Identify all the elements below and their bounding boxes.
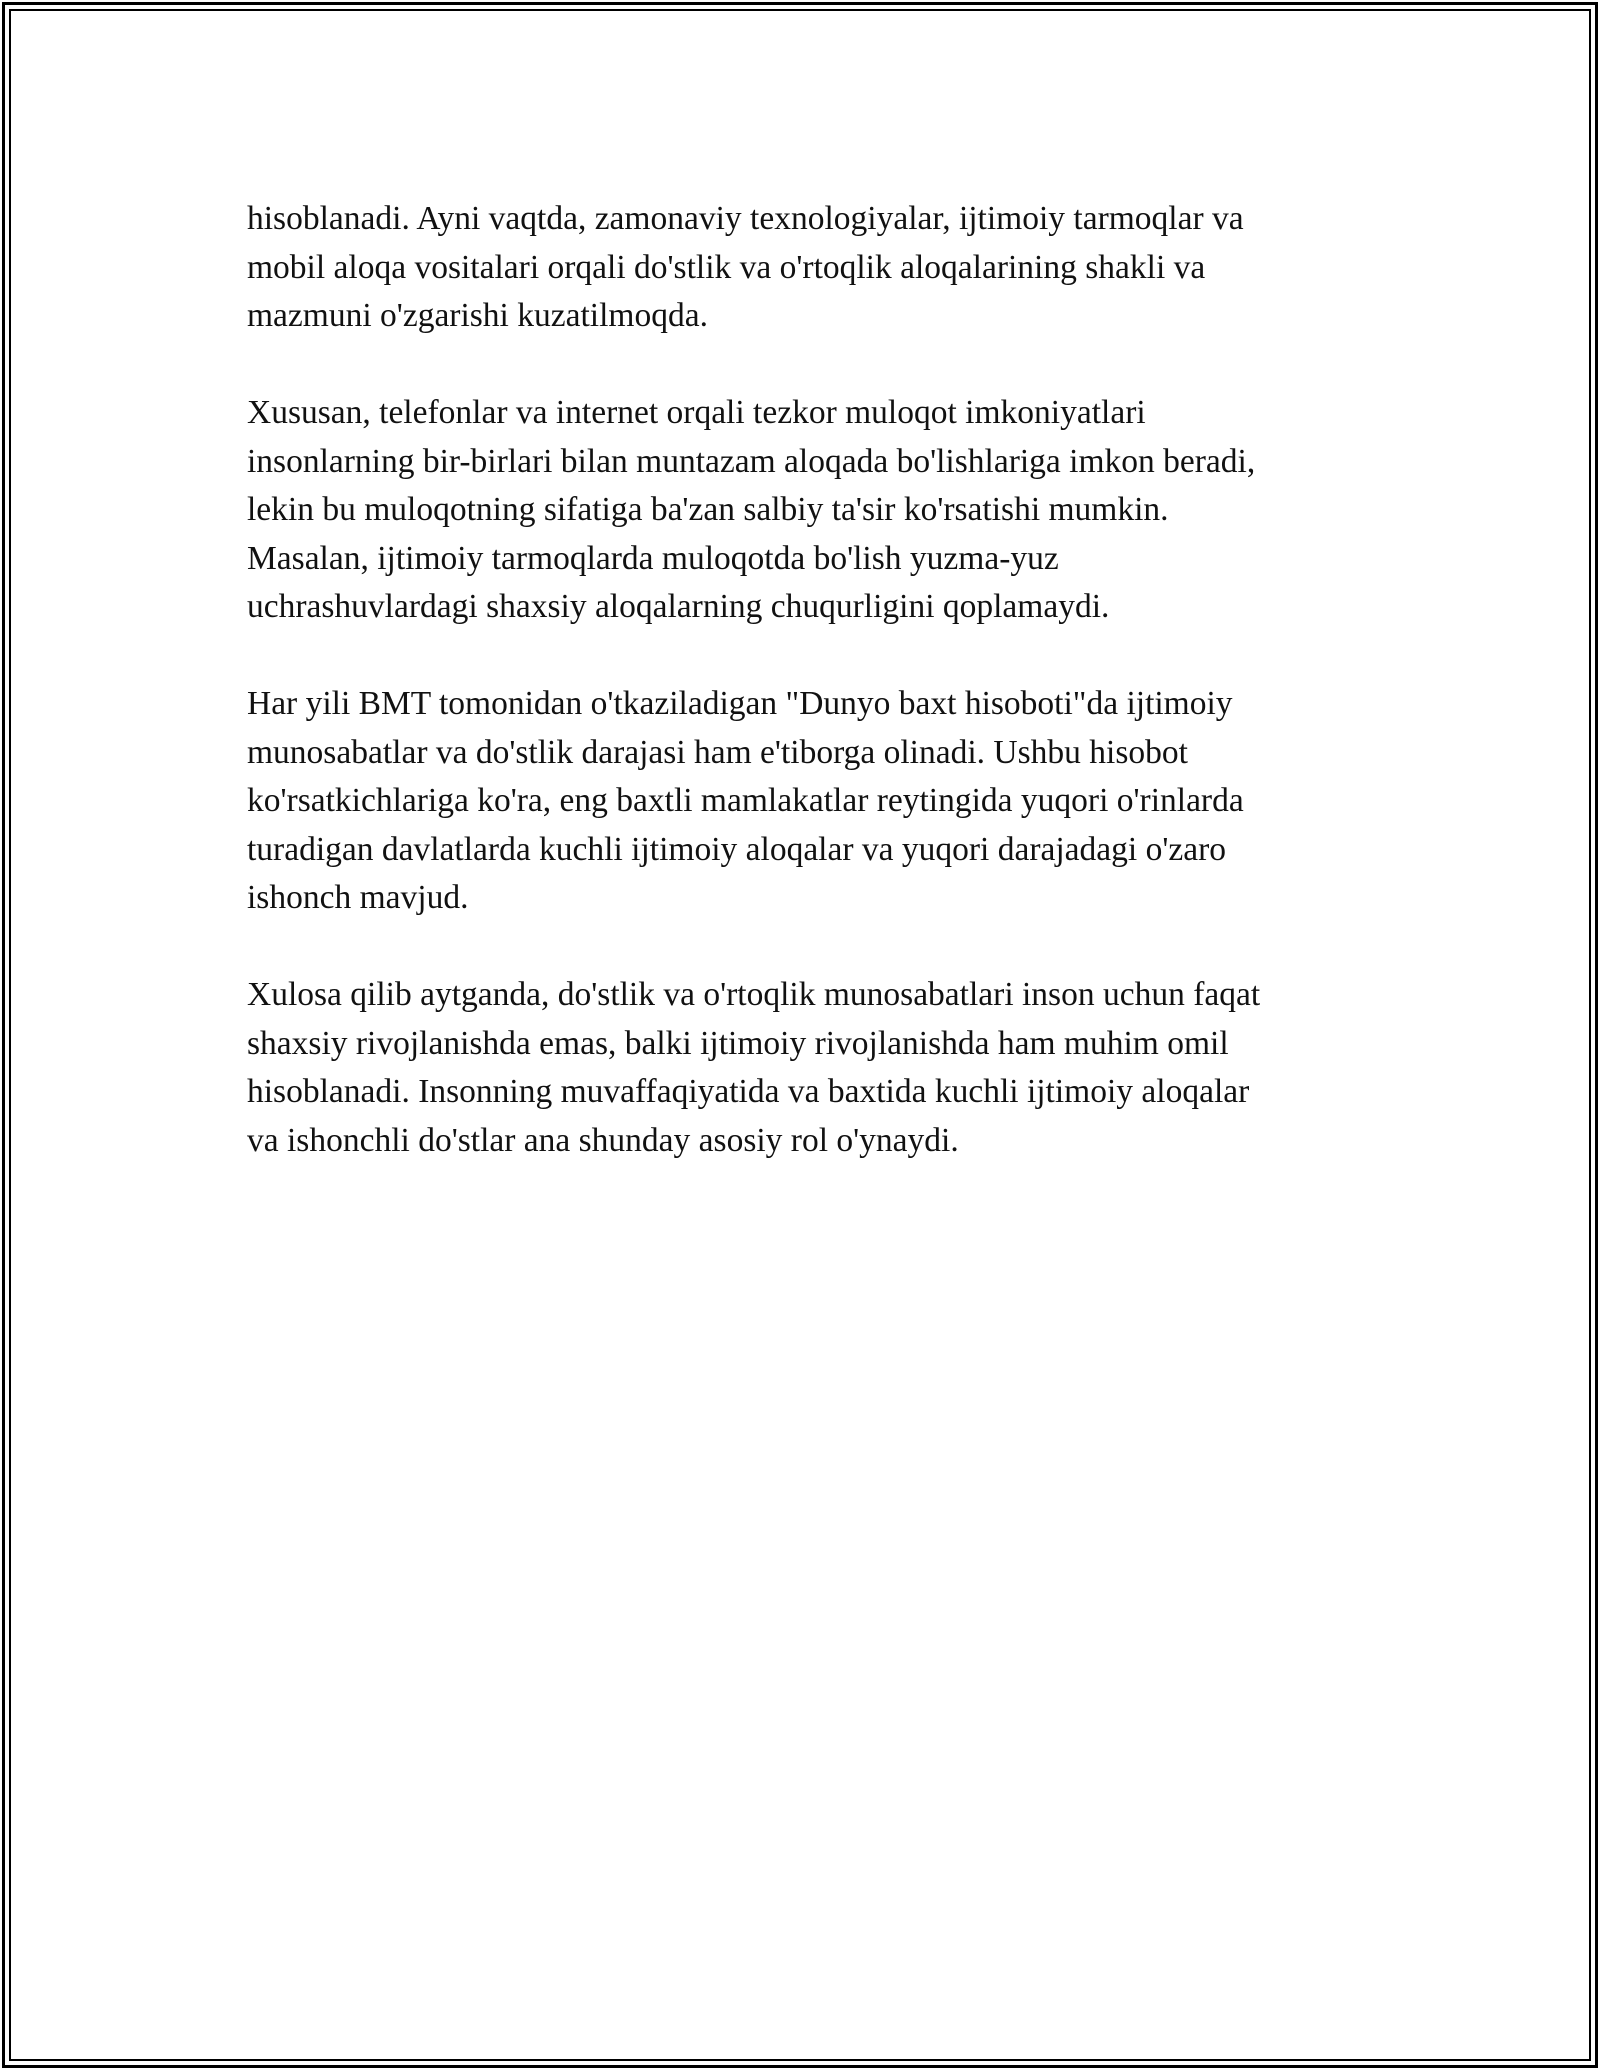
text-line: mobil aloqa vositalari orqali do'stlik va o'rtoqlik aloqalarining shakli va [247,248,1206,286]
paragraph [247,971,1377,1165]
text-line: va ishonchli do'stlar ana shunday asosiy rol o'ynaydi. [247,1121,959,1159]
text-line: munosabatlar va do'stlik darajasi ham e'tiborga olinadi. Ushbu hisobot [247,733,1188,771]
text-line: uchrashuvlardagi shaxsiy aloqalarning chuqurligini qoplamaydi. [247,588,1110,625]
text-line: turadigan davlatlarda kuchli ijtimoiy aloqalar va yuqori darajadagi o'zaro [247,830,1227,868]
text-line: insonlarning bir-birlari bilan muntazam aloqada bo'lishlariga imkon beradi, [247,442,1256,480]
text-line: ko'rsatkichlariga ko'ra, eng baxtli mamlakatlar reytingida yuqori o'rinlarda [247,782,1244,819]
paragraph [247,195,1377,341]
paragraph [247,680,1377,923]
text-line: Xususan, telefonlar va internet orqali tezkor muloqot imkoniyatlari [247,394,1146,431]
text-line: hisoblanadi. Ayni vaqtda, zamonaviy texnologiyalar, ijtimoiy tarmoqlar va [247,200,1244,237]
page-frame [9,9,1591,2061]
text-line: ishonch mavjud. [247,879,469,916]
text-line: Masalan, ijtimoiy tarmoqlarda muloqotda bo'lish yuzma-yuz [247,539,1059,577]
text-line: mazmuni o'zgarishi kuzatilmoqda. [247,297,708,334]
text-line: lekin bu muloqotning sifatiga ba'zan salbiy ta'sir ko'rsatishi mumkin. [247,491,1169,528]
page-body-text [247,195,1377,1214]
paragraph [247,389,1377,632]
text-line: Har yili BMT tomonidan o'tkaziladigan "Dunyo baxt hisoboti"da ijtimoiy [247,685,1233,722]
text-line: shaxsiy rivojlanishda emas, balki ijtimoiy rivojlanishda ham muhim omil [247,1024,1229,1062]
text-line: hisoblanadi. Insonning muvaffaqiyatida va baxtida kuchli ijtimoiy aloqalar [247,1073,1250,1110]
text-line: Xulosa qilib aytganda, do'stlik va o'rtoqlik munosabatlari inson uchun faqat [247,976,1261,1013]
